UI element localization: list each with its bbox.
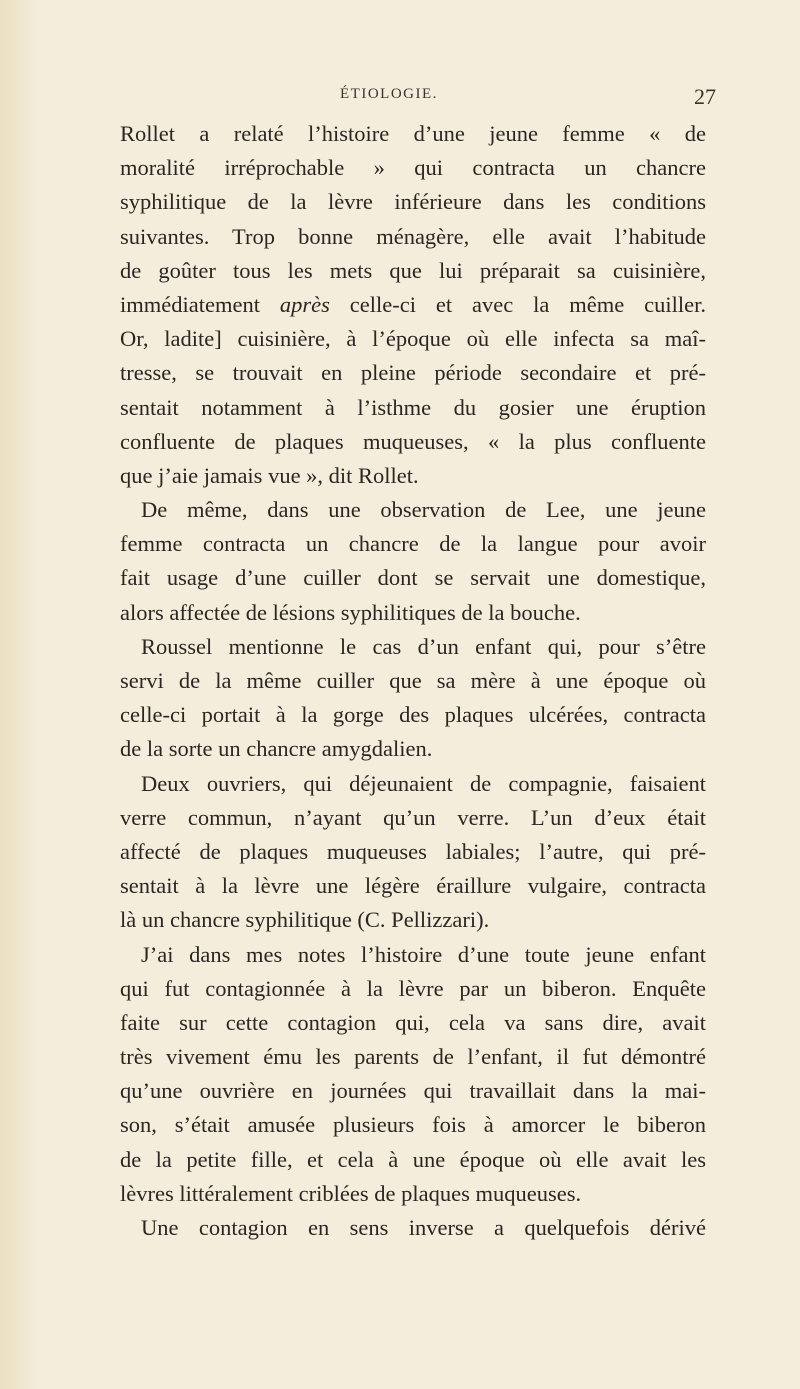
body-text — [120, 117, 706, 1245]
page-header — [0, 86, 800, 110]
text-line: femme contracta un chancre de la langue pour avoir — [120, 531, 706, 557]
text-line: qu’une ouvrière en journées qui travaillait dans la mai- — [120, 1078, 706, 1104]
text-line: très vivement ému les parents de l’enfant, il fut démontré — [120, 1044, 706, 1070]
text-line: de la sorte un chancre amygdalien. — [120, 736, 433, 762]
text-line: fait usage d’une cuiller dont se servait une domestique, — [120, 565, 706, 591]
paragraph-first-line: Deux ouvriers, qui déjeunaient de compagnie, faisaient — [141, 770, 706, 796]
text-line: de la petite fille, et cela à une époque où elle avait les — [120, 1146, 706, 1172]
text-line: alors affectée de lésions syphilitiques de la bouche. — [120, 599, 581, 625]
running-title: ÉTIOLOGIE. — [340, 86, 438, 102]
text-line: celle-ci portait à la gorge des plaques ulcérées, contracta — [120, 702, 706, 728]
paragraph-first-line: De même, dans une observation de Lee, une jeune — [141, 497, 706, 523]
text-line: syphilitique de la lèvre inférieure dans les conditions — [120, 189, 706, 215]
text-segment: celle-ci et avec la même cuiller. — [349, 291, 706, 317]
text-line: qui fut contagionnée à la lèvre par un biberon. Enquête — [120, 975, 706, 1001]
text-line: suivantes. Trop bonne ménagère, elle avait l’habitude — [120, 223, 706, 249]
text-line: son, s’était amusée plusieurs fois à amorcer le biberon — [120, 1112, 706, 1138]
text-line: affecté de plaques muqueuses labiales; l’autre, qui pré- — [120, 838, 706, 864]
text-line: lèvres littéralement criblées de plaques muqueuses. — [120, 1180, 582, 1206]
page-number: 27 — [694, 84, 716, 109]
paragraph-first-line: J’ai dans mes notes l’histoire d’une toute jeune enfant — [141, 941, 706, 967]
text-line: tresse, se trouvait en pleine période secondaire et pré- — [120, 360, 706, 386]
text-line — [120, 288, 706, 322]
text-line: verre commun, n’ayant qu’un verre. L’un d’eux était — [120, 804, 706, 830]
text-line: servi de la même cuiller que sa mère à une époque où — [120, 668, 706, 693]
paragraph-first-line: Une contagion en sens inverse a quelquefois dérivé — [141, 1215, 706, 1240]
text-line: de goûter tous les mets que lui préparait sa cuisinière, — [120, 257, 706, 283]
text-line: confluente de plaques muqueuses, « la plus confluente — [120, 428, 706, 454]
text-line: sentait notamment à l’isthme du gosier une éruption — [120, 394, 706, 420]
paragraph-first-line: Roussel mentionne le cas d’un enfant qui, pour s’être — [141, 633, 706, 659]
text-line: que j’aie jamais vue », dit Rollet. — [120, 462, 419, 488]
text-line: faite sur cette contagion qui, cela va sans dire, avait — [120, 1009, 706, 1035]
text-line: là un chancre syphilitique (C. Pellizzari). — [120, 907, 490, 933]
text-line: Or, ladite] cuisinière, à l’époque où elle infecta sa maî- — [120, 326, 706, 352]
text-line: sentait à la lèvre une légère éraillure vulgaire, contracta — [120, 873, 706, 899]
text-segment: immédiatement — [120, 291, 260, 317]
text-line: Rollet a relaté l’histoire d’une jeune femme « de — [120, 121, 706, 146]
italic-emphasis: après — [279, 291, 330, 317]
text-line: moralité irréprochable » qui contracta un chancre — [120, 155, 706, 181]
